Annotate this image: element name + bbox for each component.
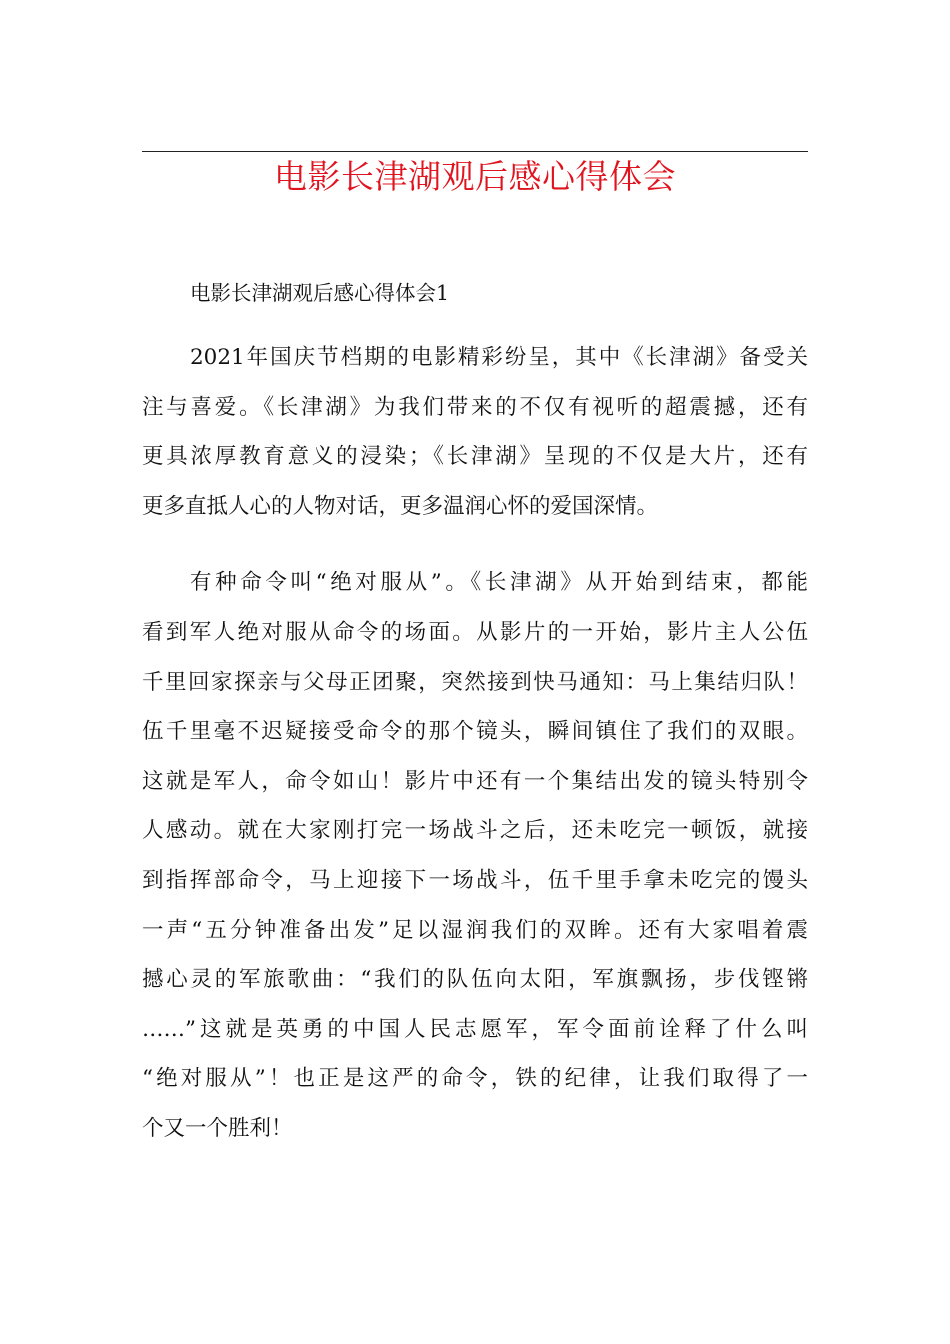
paragraph-line: 注与喜爱。《长津湖》为我们带来的不仅有视听的超震撼，还有 xyxy=(142,394,808,420)
document-title: 电影长津湖观后感心得体会 xyxy=(274,157,676,196)
paragraph-line: 撼心灵的军旅歌曲：“我们的队伍向太阳，军旗飘扬，步伐铿锵 xyxy=(142,967,808,993)
paragraph-1 xyxy=(142,333,808,531)
section-heading: 电影长津湖观后感心得体会1 xyxy=(190,281,450,305)
paragraph-line: 千里回家探亲与父母正团聚，突然接到快马通知：马上集结归队！ xyxy=(142,669,808,695)
paragraph-line: “绝对服从”！也正是这严的命令，铁的纪律，让我们取得了一 xyxy=(142,1066,808,1092)
paragraph-line: 更多直抵人心的人物对话，更多温润心怀的爱国深情。 xyxy=(142,493,659,519)
paragraph-line: 个又一个胜利！ xyxy=(142,1115,293,1141)
document-body xyxy=(142,272,808,1154)
paragraph-line: ……”这就是英勇的中国人民志愿军，军令面前诠释了什么叫 xyxy=(142,1016,808,1042)
spacer xyxy=(142,314,808,333)
paragraph-line: 伍千里毫不迟疑接受命令的那个镜头，瞬间镇住了我们的双眼。 xyxy=(142,719,808,745)
paragraph-line: 一声“五分钟准备出发”足以湿润我们的双眸。还有大家唱着震 xyxy=(142,917,808,943)
header-rule xyxy=(142,151,808,152)
paragraph-line: 有种命令叫“绝对服从”。《长津湖》从开始到结束，都能 xyxy=(190,570,808,596)
paragraph-line: 到指挥部命令，马上迎接下一场战斗，伍千里手拿未吃完的馒头 xyxy=(142,867,808,893)
paragraph-line: 更具浓厚教育意义的浸染；《长津湖》呈现的不仅是大片，还有 xyxy=(142,444,808,470)
spacer xyxy=(142,531,808,558)
paragraph-line: 2021年国庆节档期的电影精彩纷呈，其中《长津湖》备受关 xyxy=(190,345,808,370)
paragraph-2 xyxy=(142,558,808,1153)
paragraph-line: 这就是军人，命令如山！影片中还有一个集结出发的镜头特别令 xyxy=(142,768,808,794)
paragraph-line: 人感动。就在大家刚打完一场战斗之后，还未吃完一顿饭，就接 xyxy=(142,818,808,844)
paragraph-line: 看到军人绝对服从命令的场面。从影片的一开始，影片主人公伍 xyxy=(142,619,808,645)
